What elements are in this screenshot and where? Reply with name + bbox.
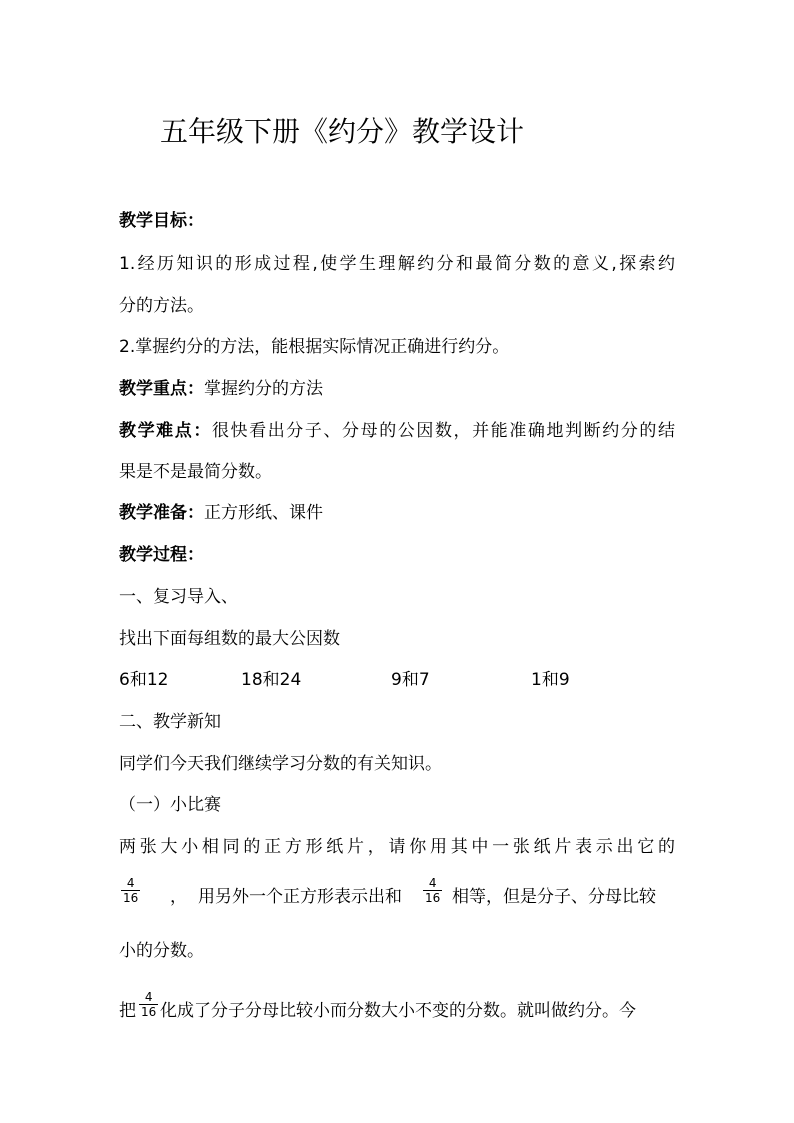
goal-item-1-line-1: 1.经历知识的形成过程,使学生理解约分和最简分数的意义,探索约	[119, 254, 675, 274]
task-line-2-comma: ，	[170, 887, 187, 907]
fraction-denominator: 16	[425, 891, 441, 905]
process-heading: 教学过程：	[119, 545, 204, 565]
difficulty-text-line-1: 很快看出分子、分母的公因数，并能准确地判断约分的结	[211, 421, 676, 441]
goal-item-2: 2.掌握约分的方法，能根据实际情况正确进行约分。	[119, 337, 510, 357]
number-pair-2: 18和24	[241, 670, 302, 690]
review-instruction: 找出下面每组数的最大公因数	[119, 629, 340, 649]
fraction-4-16-a	[119, 876, 142, 905]
section-1-heading: 一、复习导入、	[119, 587, 238, 607]
last-line-part-b: 化成了分子分母比较小而分数大小不变的分数。就叫做约分。今	[160, 1001, 636, 1021]
preparation-text: 正方形纸、课件	[204, 503, 323, 523]
fraction-denominator: 16	[123, 891, 139, 905]
fraction-4-16-c	[137, 990, 160, 1019]
fraction-numerator: 4	[423, 876, 442, 891]
fraction-denominator: 16	[141, 1005, 157, 1019]
number-pair-1: 6和12	[119, 670, 169, 690]
subsection-1-heading: （一）小比赛	[119, 795, 221, 815]
goal-item-1-line-2: 分的方法。	[119, 296, 204, 316]
task-line-3: 小的分数。	[119, 941, 204, 961]
intro-text: 同学们今天我们继续学习分数的有关知识。	[119, 754, 442, 774]
preparation-label: 教学准备：	[119, 503, 204, 523]
fraction-numerator: 4	[121, 876, 140, 891]
key-point-text: 掌握约分的方法	[204, 379, 323, 399]
number-pair-3: 9和7	[391, 670, 430, 690]
difficulty-label: 教学难点：	[119, 421, 212, 441]
last-line-part-a: 把	[119, 1001, 136, 1021]
fraction-numerator: 4	[139, 990, 158, 1005]
fraction-4-16-b	[421, 876, 444, 905]
number-pair-4: 1和9	[531, 670, 570, 690]
task-line-2-part-a: 用另外一个正方形表示出和	[198, 887, 402, 907]
key-point-row	[119, 377, 323, 401]
task-line-1: 两张大小相同的正方形纸片，请你用其中一张纸片表示出它的	[119, 837, 675, 857]
task-line-2-part-b: 相等，但是分子、分母比较	[452, 887, 656, 907]
difficulty-row	[119, 419, 675, 443]
preparation-row	[119, 501, 323, 525]
section-2-heading: 二、教学新知	[119, 712, 221, 732]
key-point-label: 教学重点：	[119, 379, 204, 399]
difficulty-text-line-2: 果是不是最简分数。	[119, 462, 272, 482]
page-title: 五年级下册《约分》教学设计	[160, 115, 525, 148]
goals-heading: 教学目标：	[119, 211, 204, 231]
